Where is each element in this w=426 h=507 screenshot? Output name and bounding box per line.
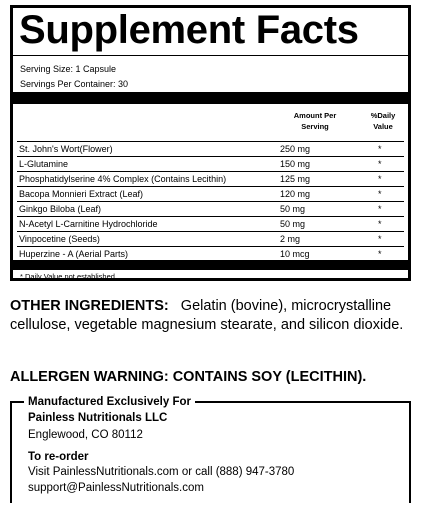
company-name: Painless Nutritionals LLC [28,412,168,424]
title-divider [13,55,408,56]
table-row [17,231,404,246]
ingredient-name: Vinpocetine (Seeds) [19,234,100,244]
ingredient-name: Phosphatidylserine 4% Complex (Contains Lecithin) [19,174,227,184]
ingredient-name: N-Acetyl L-Carnitine Hydrochloride [19,219,158,229]
ingredient-name: L-Glutamine [19,159,69,169]
ingredient-amount: 2 mg [280,234,301,244]
ingredient-amount: 50 mg [280,204,306,214]
table-row [17,216,404,231]
supplement-facts-panel [10,5,411,281]
bottom-thick-divider [13,260,408,270]
ingredient-dv: * [378,159,382,169]
ingredient-dv: * [378,249,382,259]
ingredient-dv: * [378,144,382,154]
ingredient-amount: 50 mg [280,219,306,229]
ingredient-name: Bacopa Monnieri Extract (Leaf) [19,189,144,199]
ingredient-name: Ginkgo Biloba (Leaf) [19,204,102,214]
dv-header-line2: Value [373,122,393,131]
ingredient-dv: * [378,234,382,244]
table-row [17,201,404,216]
ingredient-amount: 150 mg [280,159,311,169]
ingredient-amount: 10 mcg [280,249,310,259]
ingredient-dv: * [378,174,382,184]
dv-header-line1: %Daily [370,111,396,120]
ingredient-amount: 120 mg [280,189,311,199]
table-row [17,171,404,186]
manufacturer-box [10,396,411,503]
amount-header-line1: Amount Per [293,111,337,120]
ingredient-name: Huperzine - A (Aerial Parts) [19,249,129,259]
ingredient-amount: 125 mg [280,174,311,184]
table-row [17,156,404,171]
support-email: support@PainlessNutritionals.com [28,482,204,494]
other-ingredients-label: OTHER INGREDIENTS: [10,298,169,314]
reorder-line: Visit PainlessNutritionals.com or call (888) 947-3780 [28,466,295,478]
allergen-warning: ALLERGEN WARNING: CONTAINS SOY (LECITHIN). [10,369,367,385]
ingredient-name: St. John's Wort(Flower) [19,144,113,154]
supplement-facts-title: Supplement Facts [19,8,359,52]
serving-size: Serving Size: 1 Capsule [20,64,117,74]
ingredient-dv: * [378,219,382,229]
table-row [17,141,404,156]
company-city: Englewood, CO 80112 [28,429,143,441]
top-thick-divider [13,92,408,104]
other-ingredients [10,297,420,335]
manufacturer-title: Manufactured Exclusively For [24,394,195,410]
table-row [17,186,404,201]
ingredient-dv: * [378,204,382,214]
daily-value-footnote: * Daily Value not established. [20,272,118,281]
ingredient-table [17,141,404,261]
ingredient-amount: 250 mg [280,144,311,154]
servings-per-container: Servings Per Container: 30 [20,79,129,89]
table-row [17,246,404,261]
ingredient-dv: * [378,189,382,199]
other-ingredients-text: Gelatin (bovine), microcrystalline cellulose, vegetable magnesium stearate, and silicon dioxide. [10,298,404,333]
other-ingredients-spacer [173,298,177,314]
daily-value-header [355,110,411,132]
reorder-label: To re-order [28,451,89,463]
amount-per-serving-header [275,110,355,132]
amount-header-line2: Serving [301,122,329,131]
